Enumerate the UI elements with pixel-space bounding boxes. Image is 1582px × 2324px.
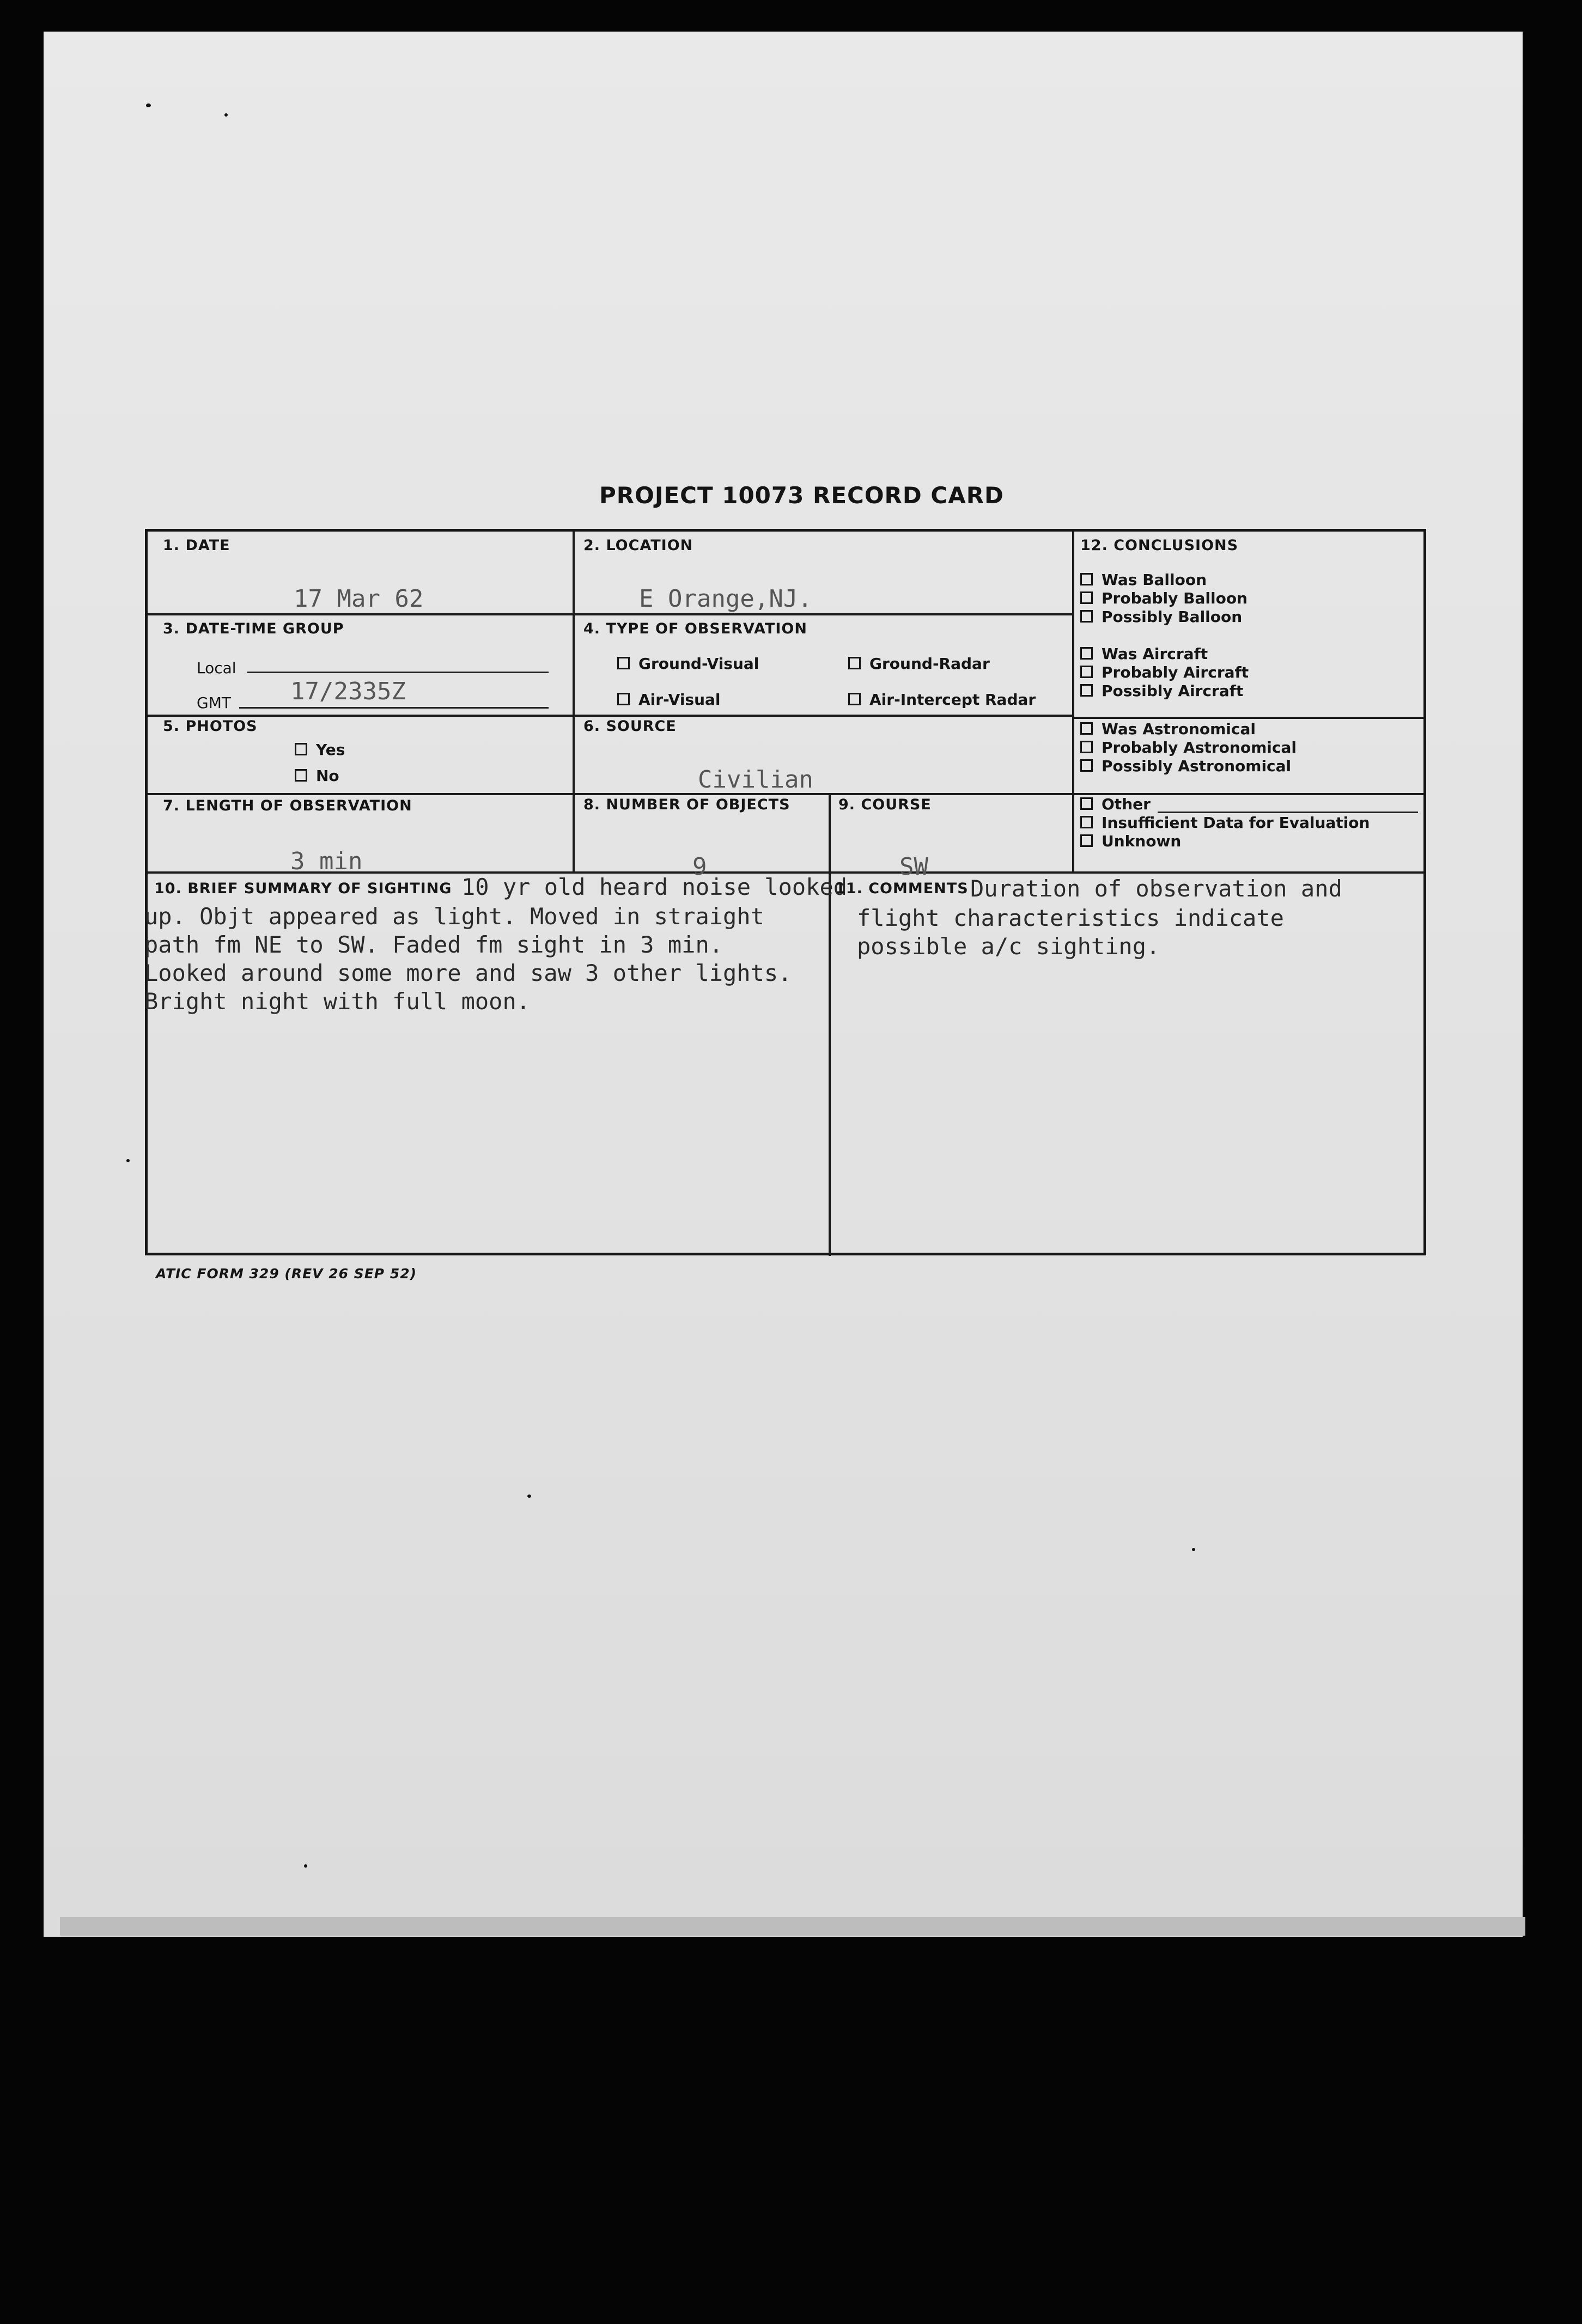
option-air-intercept-radar[interactable]: Air-Intercept Radar [848, 691, 1036, 709]
conclusion-was-aircraft[interactable]: Was Aircraft [1080, 645, 1208, 663]
row-divider [148, 715, 1074, 717]
photos-label: 5. PHOTOS [163, 718, 258, 735]
col-divider [573, 532, 575, 871]
checkbox-icon[interactable] [1080, 573, 1093, 585]
summary-line: up. Objt appeared as light. Moved in straight [144, 903, 764, 930]
col-divider [829, 793, 831, 1256]
film-speck [304, 1864, 307, 1868]
number-of-objects-label: 8. NUMBER OF OBJECTS [583, 796, 790, 813]
form-number: ATIC FORM 329 (REV 26 SEP 52) [156, 1266, 417, 1282]
checkbox-icon[interactable] [1080, 647, 1093, 660]
conclusions-label: 12. CONCLUSIONS [1080, 537, 1239, 554]
comments-line: flight characteristics indicate [857, 905, 1284, 931]
source-value: Civilian [698, 766, 813, 794]
gmt-line [239, 707, 549, 709]
col-divider [1072, 532, 1074, 871]
comments-label: 11. COMMENTS [835, 880, 969, 897]
checkbox-icon[interactable] [617, 657, 630, 669]
checkbox-icon[interactable] [295, 769, 307, 782]
local-time-label: Local [197, 659, 236, 677]
photos-no-option[interactable]: No [295, 767, 339, 785]
course-label: 9. COURSE [838, 796, 932, 813]
date-time-group-label: 3. DATE-TIME GROUP [163, 620, 344, 637]
row-divider [148, 613, 1074, 615]
conclusion-was-balloon[interactable]: Was Balloon [1080, 571, 1207, 589]
film-speck [1192, 1548, 1195, 1551]
checkbox-icon[interactable] [1080, 816, 1093, 828]
conclusion-possibly-aircraft[interactable]: Possibly Aircraft [1080, 682, 1243, 700]
date-label: 1. DATE [163, 537, 230, 554]
summary-label: 10. BRIEF SUMMARY OF SIGHTING [154, 880, 452, 897]
conclusion-other[interactable]: Other [1080, 795, 1151, 814]
checkbox-icon[interactable] [1080, 684, 1093, 697]
photos-yes-option[interactable]: Yes [295, 741, 345, 759]
conclusion-probably-aircraft[interactable]: Probably Aircraft [1080, 663, 1249, 682]
checkbox-icon[interactable] [1080, 834, 1093, 847]
card-title: PROJECT 10073 RECORD CARD [599, 482, 1004, 509]
film-speck [126, 1159, 130, 1162]
comments-line: possible a/c sighting. [857, 933, 1160, 960]
summary-line: Looked around some more and saw 3 other lights. [144, 960, 792, 986]
summary-line: 10 yr old heard noise looked [461, 874, 848, 900]
checkbox-icon[interactable] [1080, 797, 1093, 810]
option-ground-radar[interactable]: Ground-Radar [848, 655, 990, 673]
comments-line: Duration of observation and [970, 875, 1342, 902]
conclusion-probably-astronomical[interactable]: Probably Astronomical [1080, 739, 1297, 757]
option-ground-visual[interactable]: Ground-Visual [617, 655, 759, 673]
row-divider [148, 793, 1074, 795]
page-edge-shadow [60, 1917, 1525, 1936]
gmt-value: 17/2335Z [290, 678, 406, 705]
film-speck [224, 113, 228, 117]
conclusion-possibly-astronomical[interactable]: Possibly Astronomical [1080, 757, 1291, 776]
summary-line: Bright night with full moon. [144, 988, 531, 1015]
checkbox-icon[interactable] [848, 657, 861, 669]
checkbox-icon[interactable] [1080, 610, 1093, 623]
conclusion-insufficient-data[interactable]: Insufficient Data for Evaluation [1080, 814, 1370, 832]
conclusion-was-astronomical[interactable]: Was Astronomical [1080, 720, 1256, 739]
record-card [145, 529, 1426, 1255]
conclusion-unknown[interactable]: Unknown [1080, 832, 1181, 851]
date-value: 17 Mar 62 [294, 585, 424, 613]
checkbox-icon[interactable] [1080, 741, 1093, 753]
summary-line: path fm NE to SW. Faded fm sight in 3 min. [144, 931, 723, 958]
checkbox-icon[interactable] [295, 743, 307, 755]
option-air-visual[interactable]: Air-Visual [617, 691, 721, 709]
number-of-objects-value: 9 [692, 853, 707, 881]
checkbox-icon[interactable] [1080, 591, 1093, 604]
type-of-observation-label: 4. TYPE OF OBSERVATION [583, 620, 807, 637]
length-of-observation-value: 3 min [290, 847, 363, 875]
conclusion-divider [1074, 717, 1424, 719]
location-label: 2. LOCATION [583, 537, 693, 554]
checkbox-icon[interactable] [1080, 666, 1093, 678]
checkbox-icon[interactable] [1080, 759, 1093, 772]
conclusion-possibly-balloon[interactable]: Possibly Balloon [1080, 608, 1242, 626]
gmt-label: GMT [197, 694, 231, 712]
length-of-observation-label: 7. LENGTH OF OBSERVATION [163, 797, 412, 814]
local-time-line [247, 672, 549, 673]
checkbox-icon[interactable] [848, 693, 861, 705]
course-value: SW [899, 853, 928, 881]
checkbox-icon[interactable] [617, 693, 630, 705]
checkbox-icon[interactable] [1080, 722, 1093, 735]
film-speck [527, 1495, 531, 1498]
source-label: 6. SOURCE [583, 718, 677, 735]
location-value: E Orange,NJ. [639, 585, 812, 613]
conclusion-probably-balloon[interactable]: Probably Balloon [1080, 589, 1248, 608]
film-speck [146, 103, 151, 107]
other-fill-line [1158, 812, 1418, 813]
